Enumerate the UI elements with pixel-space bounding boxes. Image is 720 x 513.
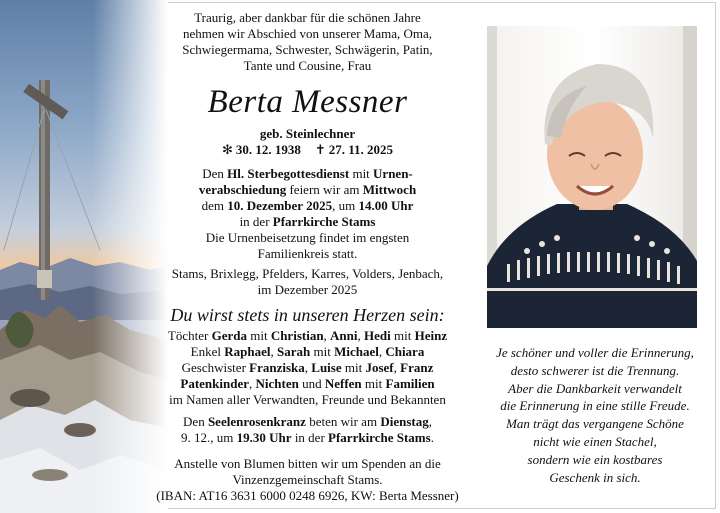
intro-line: Traurig, aber dankbar für die schönen Jahre — [194, 10, 421, 25]
family-list — [135, 328, 480, 408]
text-segment: in der — [291, 430, 329, 445]
bold-text: Franziska — [249, 360, 305, 375]
bold-text: 14.00 Uhr — [358, 198, 414, 213]
bold-text: Josef — [365, 360, 394, 375]
death-cross-icon: ✝ — [314, 142, 326, 157]
poem-line: Aber die Dankbarkeit verwandelt — [508, 380, 682, 396]
text-segment: , — [428, 414, 432, 429]
donation-line: Anstelle von Blumen bitten wir um Spenden an die — [174, 456, 441, 471]
intro-line: Tante und Cousine, Frau — [243, 58, 372, 73]
donation-line: Vinzenzgemeinschaft Stams. — [232, 472, 383, 487]
place-and-date — [135, 266, 480, 298]
bold-text: Dienstag — [380, 414, 429, 429]
date-line: im Dezember 2025 — [257, 282, 358, 297]
bold-text: Chiara — [385, 344, 425, 359]
text-segment: in der — [239, 214, 273, 229]
poem-line: desto schwerer ist die Trennung. — [510, 362, 680, 378]
service-line: Die Urnenbeisetzung findet im engsten — [205, 230, 410, 245]
bold-text: verabschiedung — [198, 182, 287, 197]
life-dates — [135, 142, 480, 158]
text-segment: und — [298, 376, 325, 391]
bold-text: Michael — [334, 344, 379, 359]
maiden-name: geb. Steinlechner — [259, 126, 356, 141]
service-line: Familienkreis statt. — [257, 246, 358, 261]
bold-text: Neffen — [324, 376, 362, 391]
bold-text: Urnen- — [373, 166, 413, 181]
text-segment: , — [357, 328, 365, 343]
portrait-photo — [487, 26, 697, 328]
family-line-grandchildren — [135, 344, 480, 360]
bold-text: 19.30 Uhr — [236, 430, 292, 445]
death-date: 27. 11. 2025 — [328, 142, 394, 157]
text-segment: , — [393, 360, 401, 375]
poem-line: nicht wie einen Stachel, — [533, 433, 657, 449]
deceased-name: Berta Messner — [207, 84, 408, 120]
text-segment: mit — [361, 376, 386, 391]
places-line: Stams, Brixlegg, Pfelders, Karres, Volders, Jenbach, — [171, 266, 444, 281]
bold-text: Hl. Sterbegottesdienst — [227, 166, 350, 181]
bold-text: Franz — [400, 360, 434, 375]
family-line-daughters — [135, 328, 480, 344]
bold-text: Patenkinder — [180, 376, 249, 391]
bold-text: Sarah — [276, 344, 311, 359]
text-segment: Töchter — [167, 328, 212, 343]
text-segment: . — [430, 430, 434, 445]
text-segment: mit — [349, 166, 374, 181]
bold-text: Christian — [270, 328, 324, 343]
birth-star-icon: ✻ — [221, 142, 233, 157]
text-segment: beten wir am — [305, 414, 381, 429]
text-segment: mit — [341, 360, 366, 375]
donation-iban: (IBAN: AT16 3631 6000 0248 6926, KW: Berta Messner) — [156, 488, 459, 503]
text-segment: mit — [246, 328, 271, 343]
text-segment: , — [270, 344, 277, 359]
bold-text: 10. Dezember 2025 — [227, 198, 333, 213]
poem-line: sondern wie ein kostbares — [527, 451, 663, 467]
intro-line: Schwiegermama, Schwester, Schwägerin, Patin, — [182, 42, 433, 57]
rosary-line — [135, 414, 480, 430]
text-segment: , — [249, 376, 256, 391]
poem-line: Man trägt das vergangene Schöne — [506, 416, 684, 432]
bold-text: Pfarrkirche Stams — [272, 214, 376, 229]
birth-date: 30. 12. 1938 — [235, 142, 301, 157]
service-line — [135, 182, 480, 198]
text-segment: , — [323, 328, 331, 343]
text-segment: Enkel — [190, 344, 225, 359]
family-line-siblings — [135, 360, 480, 376]
text-segment: mit — [310, 344, 335, 359]
bold-text: Heinz — [414, 328, 448, 343]
service-line — [135, 214, 480, 230]
service-line — [135, 198, 480, 214]
service-line — [135, 166, 480, 182]
text-segment: , um — [332, 198, 359, 213]
text-segment: feiern wir am — [286, 182, 363, 197]
memorial-poem — [484, 344, 706, 486]
poem-line: Je schöner und voller die Erinnerung, — [496, 345, 694, 360]
text-segment: , — [304, 360, 312, 375]
bold-text: Nichten — [255, 376, 299, 391]
rosary-line — [135, 430, 480, 446]
rosary-details — [135, 414, 480, 446]
family-line-relatives: im Namen aller Verwandten, Freunde und Bekannten — [169, 392, 446, 407]
bold-text: Familien — [385, 376, 435, 391]
text-segment: Den — [183, 414, 208, 429]
service-details — [135, 166, 480, 262]
text-segment: , um — [210, 430, 237, 445]
poem-line: Geschenk in sich. — [549, 469, 641, 485]
bold-text: Seelenrosenkranz — [207, 414, 306, 429]
poem-line: die Erinnerung in eine stille Freude. — [500, 398, 690, 414]
family-heading: Du wirst stets in unseren Herzen sein: — [170, 305, 445, 325]
bold-text: Gerda — [211, 328, 247, 343]
bold-text: Raphael — [224, 344, 271, 359]
text-segment: Geschwister — [181, 360, 250, 375]
text-segment: 9. 12. — [181, 430, 211, 445]
bold-text: Anni — [330, 328, 358, 343]
bold-text: Luise — [311, 360, 342, 375]
intro-line: nehmen wir Abschied von unserer Mama, Oma, — [182, 26, 433, 41]
bold-text: Mittwoch — [362, 182, 417, 197]
text-segment: mit — [390, 328, 415, 343]
text-segment: Den — [202, 166, 228, 181]
bold-text: Hedi — [364, 328, 391, 343]
intro-text — [135, 10, 480, 74]
family-line-godchildren — [135, 376, 480, 392]
text-segment: , — [378, 344, 386, 359]
donation-note — [135, 456, 480, 504]
bold-text: Pfarrkirche Stams — [328, 430, 431, 445]
text-segment: dem — [201, 198, 228, 213]
